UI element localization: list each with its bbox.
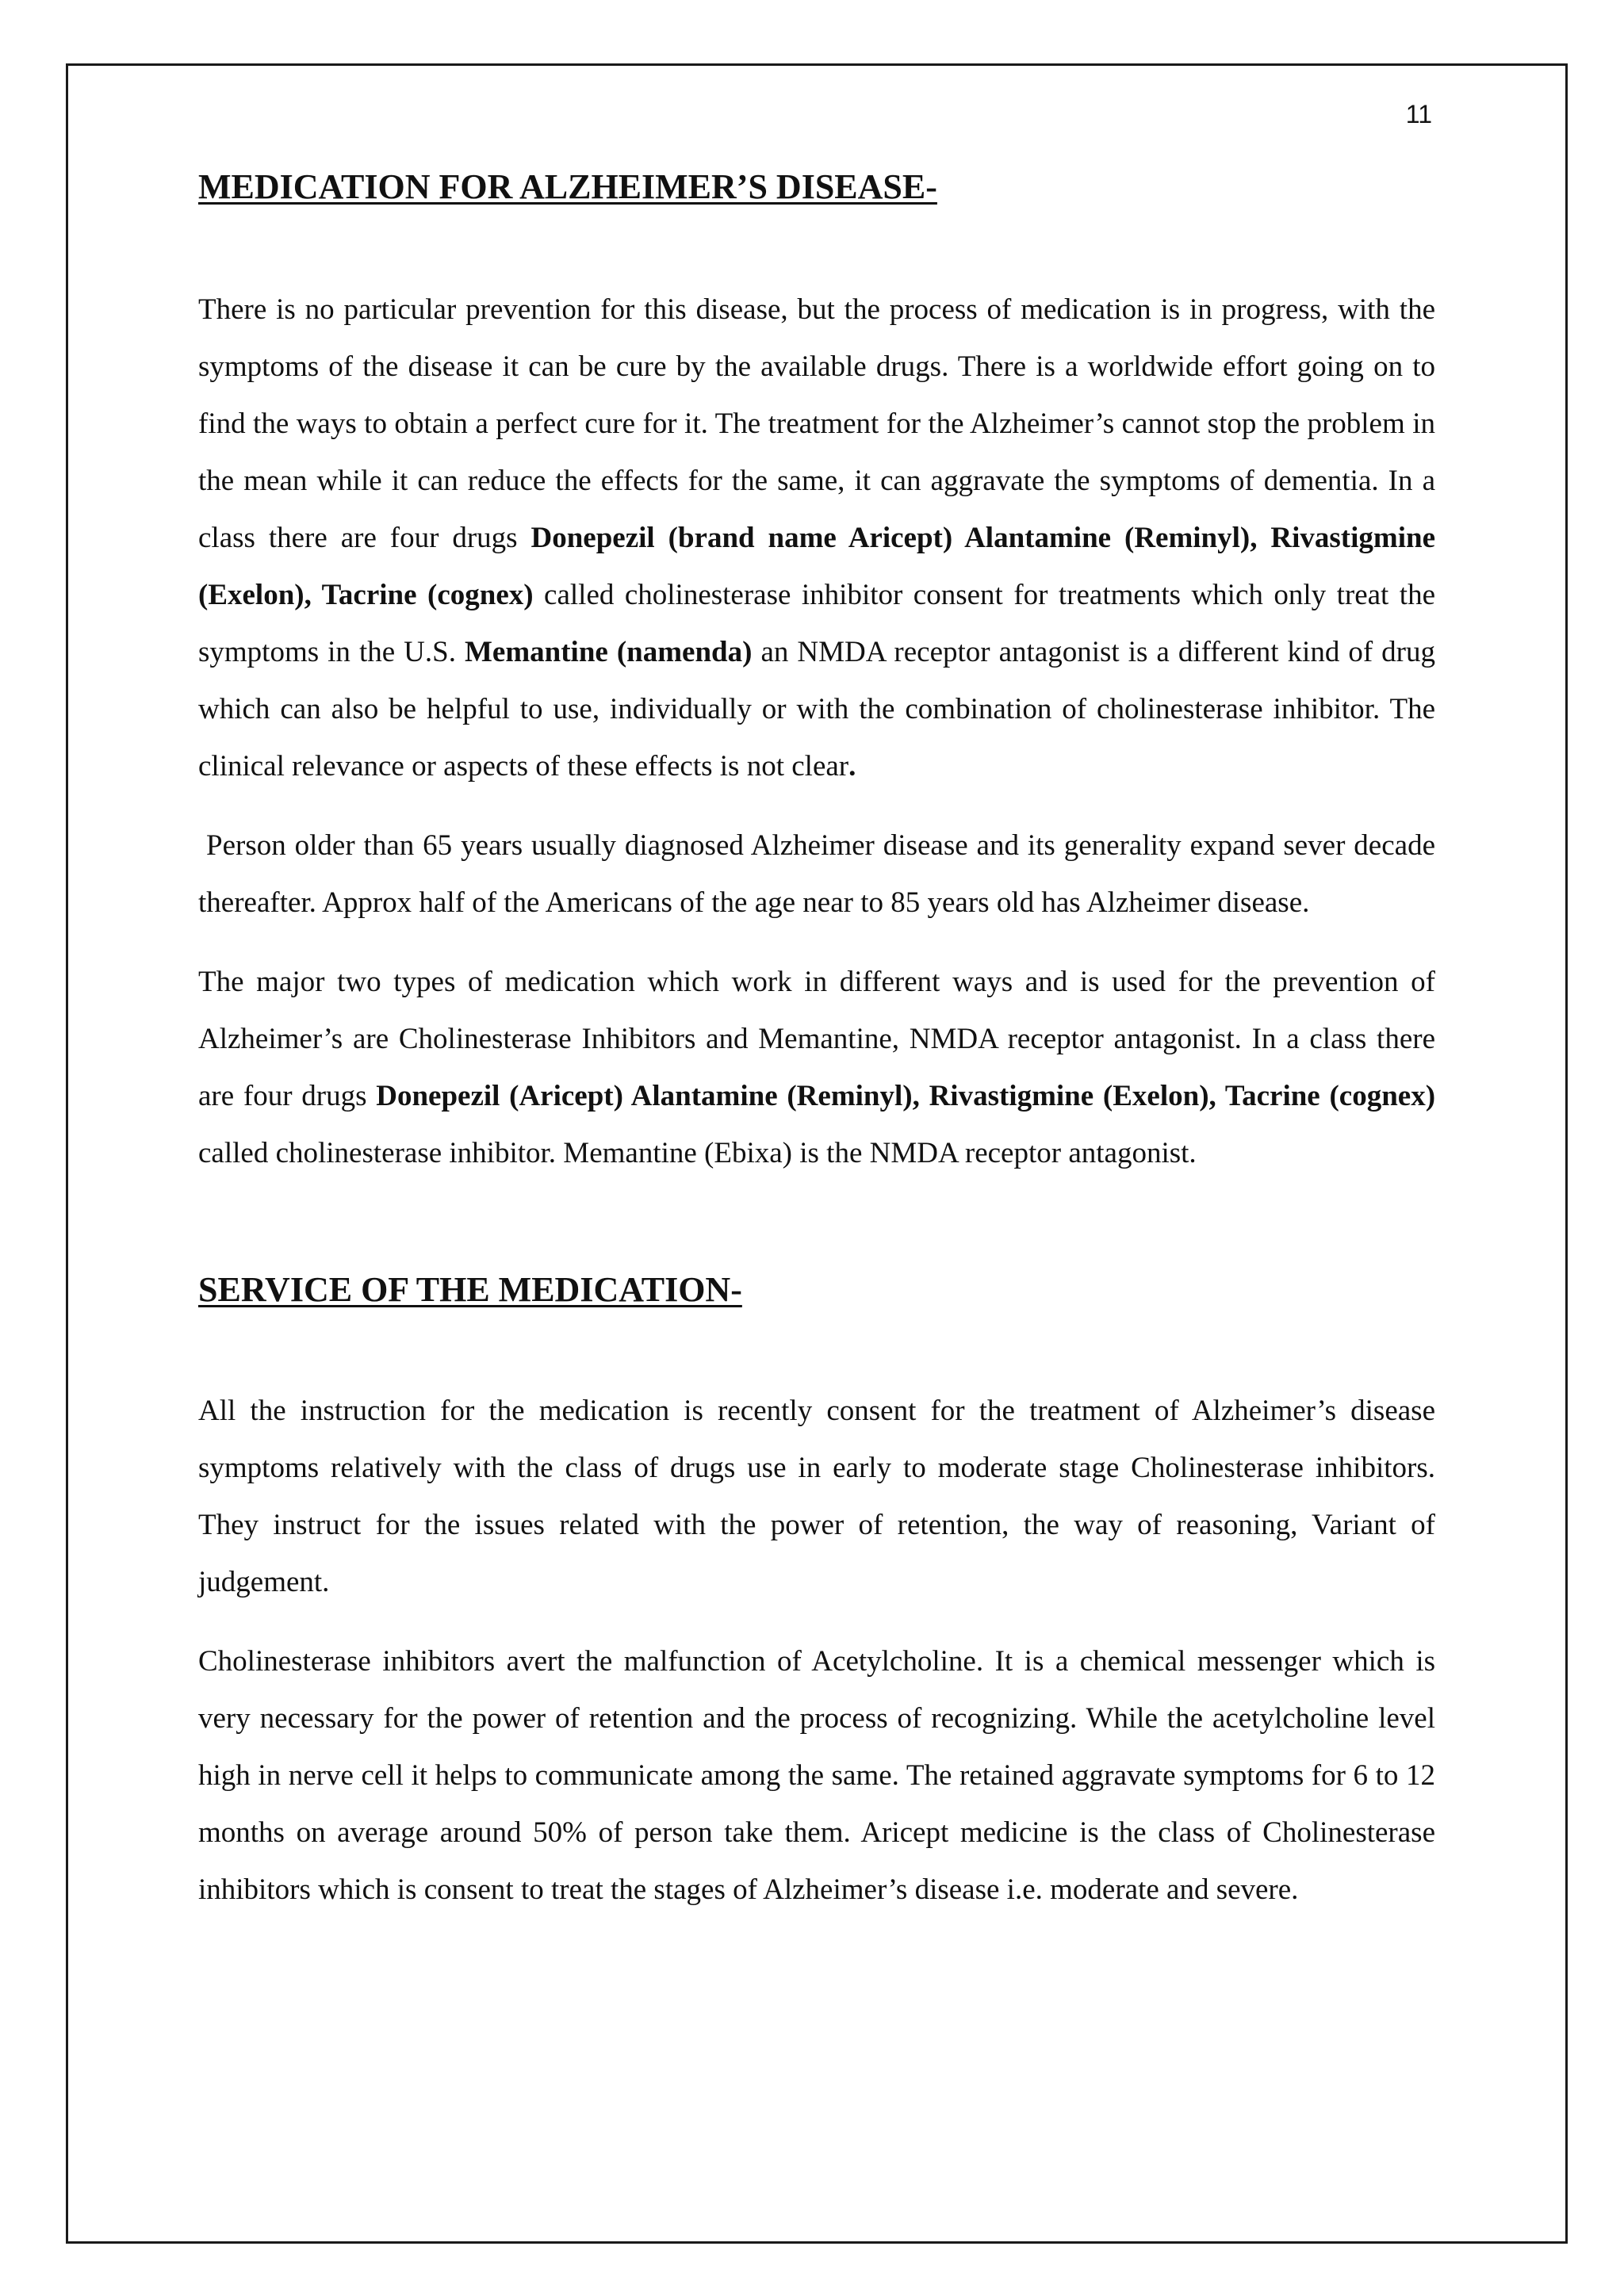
document-body (198, 166, 1435, 1941)
text-segment: called cholinesterase inhibitor consent for treatments which only treat the symptoms in the U.S. (198, 578, 1435, 668)
paragraph-cholinesterase-inhibitors: Cholinesterase inhibitors avert the malfunction of Acetylcholine. It is a chemical messenger which is very necessary for the power of retention and the process of recognizing. While the acetylcholine level high in nerve cell it helps to communicate among the same. The retained aggravate symptoms for 6 to 12 months on average around 50% of person take them. Aricept medicine is the class of Cholinesterase inhibitors which is consent to treat the stages of Alzheimer’s disease i.e. moderate and severe. (198, 1644, 1435, 1906)
paragraph-medication-types (198, 954, 1435, 1182)
text-segment: an NMDA receptor antagonist is a different kind of drug which can also be helpful to use, individually or with the combination of cholinesterase inhibitor. The clinical relevance or aspects of these effects is not clear (198, 635, 1436, 783)
text-segment: called cholinesterase inhibitor. Memantine (Ebixa) is the NMDA receptor antagonist. (198, 1136, 1197, 1169)
bold-period: . (848, 749, 856, 783)
bold-drug-list: Donepezil (Aricept) Alantamine (Reminyl), Rivastigmine (Exelon), Tacrine (cognex) (376, 1079, 1436, 1112)
paragraph-medication-overview (198, 281, 1435, 795)
paragraph-age-prevalence: Person older than 65 years usually diagnosed Alzheimer disease and its generality expand sever decade thereafter. Approx half of the Americans of the age near to 85 years old has Alzheimer disease. (198, 828, 1435, 919)
bold-memantine: Memantine (namenda) (464, 635, 753, 668)
text-segment: The major two types of medication which work in different ways and is used for the prevention of Alzheimer’s are Cholinesterase Inhibitors and Memantine, NMDA receptor antagonist. In a class there are four drugs (198, 965, 1435, 1112)
paragraph-service-instruction: All the instruction for the medication is recently consent for the treatment of Alzheimer’s disease symptoms relatively with the class of drugs use in early to moderate stage Cholinesterase inhibitors. They instruct for the issues related with the power of retention, the way of reasoning, Variant of judgement. (198, 1394, 1435, 1598)
text-segment: There is no particular prevention for this disease, but the process of medication is in progress, with the symptoms of the disease it can be cure by the available drugs. There is a worldwide effort going on to find the ways to obtain a perfect cure for it. The treatment for the Alzheimer’s cannot stop the problem in the mean while it can reduce the effects for the same, it can aggravate the symptoms of dementia. In a class there are four drugs (198, 293, 1435, 554)
section-heading-medication: MEDICATION FOR ALZHEIMER’S DISEASE- (198, 167, 937, 206)
bold-drug-list: Donepezil (brand name Aricept) Alantamine (Reminyl), Rivastigmine (Exelon), Tacrine (cognex) (198, 521, 1436, 611)
page-number: 11 (1405, 100, 1432, 128)
section-heading-service: SERVICE OF THE MEDICATION- (198, 1269, 742, 1309)
